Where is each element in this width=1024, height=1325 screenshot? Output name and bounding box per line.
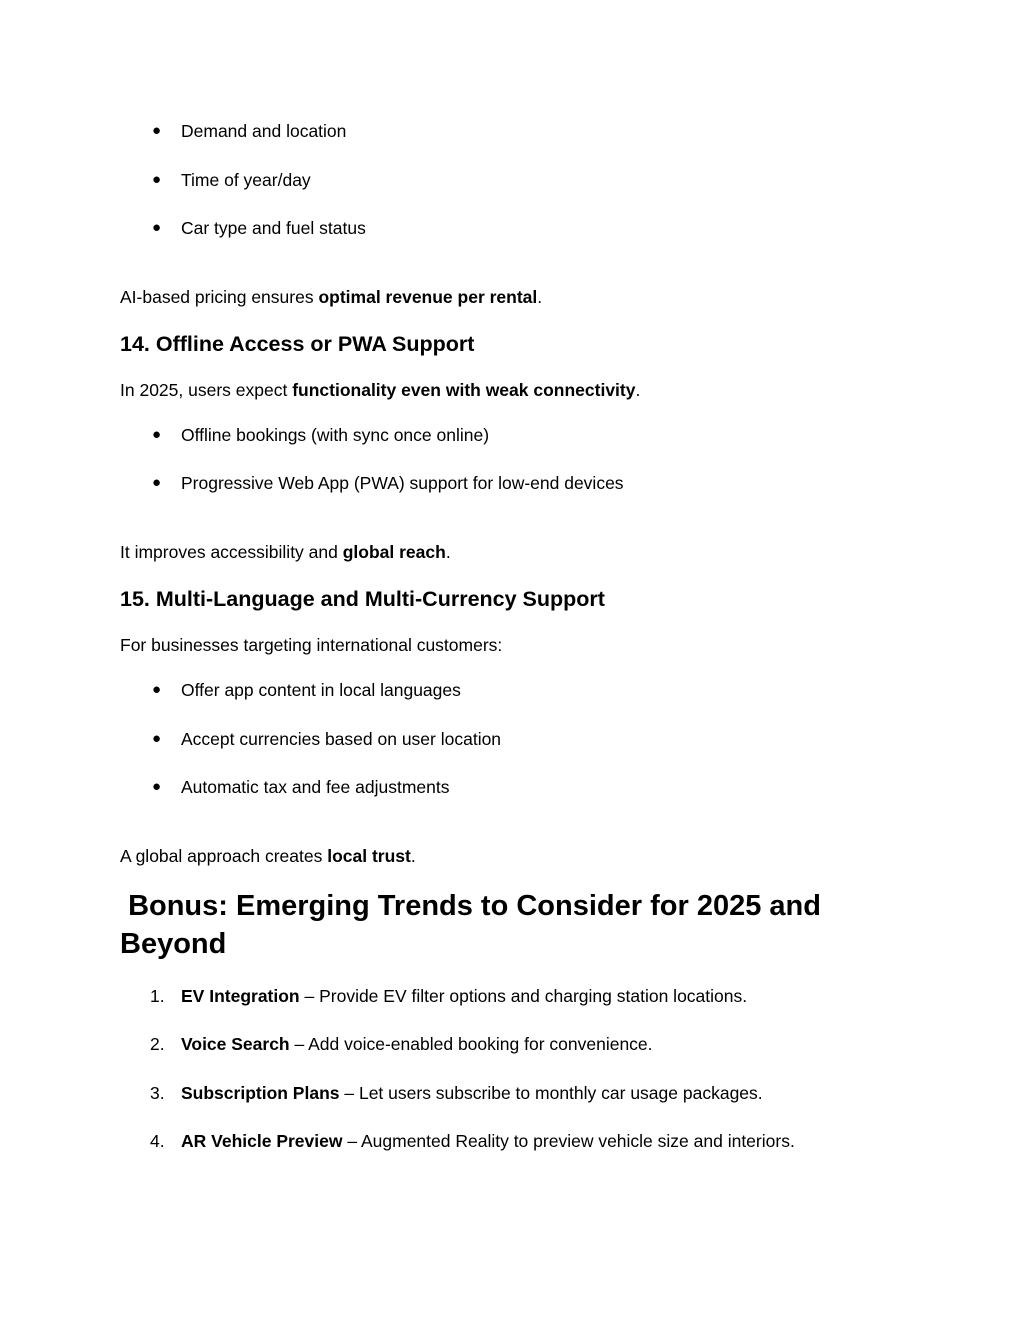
paragraph-text: It improves accessibility and: [120, 542, 343, 562]
list-number: 2.: [150, 1034, 165, 1054]
section-14-outro: [120, 541, 451, 563]
list-item: Car type and fuel status: [181, 218, 366, 238]
paragraph-emphasis: global reach: [342, 542, 446, 562]
list-number: 1.: [150, 986, 165, 1006]
item-title: EV Integration: [181, 986, 300, 1006]
bullet-marker: ●: [152, 778, 162, 795]
list-item: Offline bookings (with sync once online): [181, 425, 490, 445]
section-14-intro: [120, 379, 640, 401]
ai-pricing-paragraph: [120, 286, 542, 308]
bonus-heading: Bonus: Emerging Trends to Consider for 2025 and Beyond: [120, 890, 830, 960]
bullet-marker: ●: [152, 474, 162, 491]
list-item: Offer app content in local languages: [181, 680, 461, 700]
section-15-intro: For businesses targeting international customers:: [120, 635, 503, 655]
section-14-heading: 14. Offline Access or PWA Support: [120, 332, 475, 356]
paragraph-text: .: [445, 542, 451, 562]
item-description: – Provide EV filter options and charging station locations.: [299, 986, 748, 1006]
bullet-marker: ●: [152, 171, 162, 188]
paragraph-text: AI-based pricing ensures: [120, 287, 319, 307]
paragraph-emphasis: functionality even with weak connectivity: [292, 380, 636, 400]
bullet-marker: ●: [152, 219, 162, 236]
list-item: [181, 1082, 763, 1104]
section-15-heading: 15. Multi-Language and Multi-Currency Support: [120, 587, 605, 611]
list-item: Demand and location: [181, 121, 347, 141]
item-title: AR Vehicle Preview: [181, 1131, 343, 1151]
item-title: Voice Search: [181, 1034, 290, 1054]
paragraph-emphasis: local trust: [327, 846, 411, 866]
list-item: [181, 1130, 795, 1152]
bullet-marker: ●: [152, 426, 162, 443]
list-item: [181, 1033, 653, 1055]
list-item: Automatic tax and fee adjustments: [181, 777, 450, 797]
list-item: Time of year/day: [181, 170, 311, 190]
paragraph-text: .: [410, 846, 416, 866]
list-number: 4.: [150, 1131, 165, 1151]
list-number: 3.: [150, 1083, 165, 1103]
paragraph-text: .: [537, 287, 543, 307]
section-15-outro: [120, 845, 416, 867]
paragraph-text: .: [635, 380, 641, 400]
item-description: – Let users subscribe to monthly car usage packages.: [339, 1083, 763, 1103]
paragraph-text: In 2025, users expect: [120, 380, 293, 400]
paragraph-text: A global approach creates: [120, 846, 328, 866]
list-item: Progressive Web App (PWA) support for low-end devices: [181, 473, 624, 493]
item-description: – Add voice-enabled booking for convenience.: [289, 1034, 653, 1054]
item-description: – Augmented Reality to preview vehicle size and interiors.: [342, 1131, 795, 1151]
list-item: [181, 985, 747, 1007]
bullet-marker: ●: [152, 730, 162, 747]
paragraph-emphasis: optimal revenue per rental: [318, 287, 538, 307]
list-item: Accept currencies based on user location: [181, 729, 502, 749]
item-title: Subscription Plans: [181, 1083, 340, 1103]
bullet-marker: ●: [152, 681, 162, 698]
bullet-marker: ●: [152, 122, 162, 139]
